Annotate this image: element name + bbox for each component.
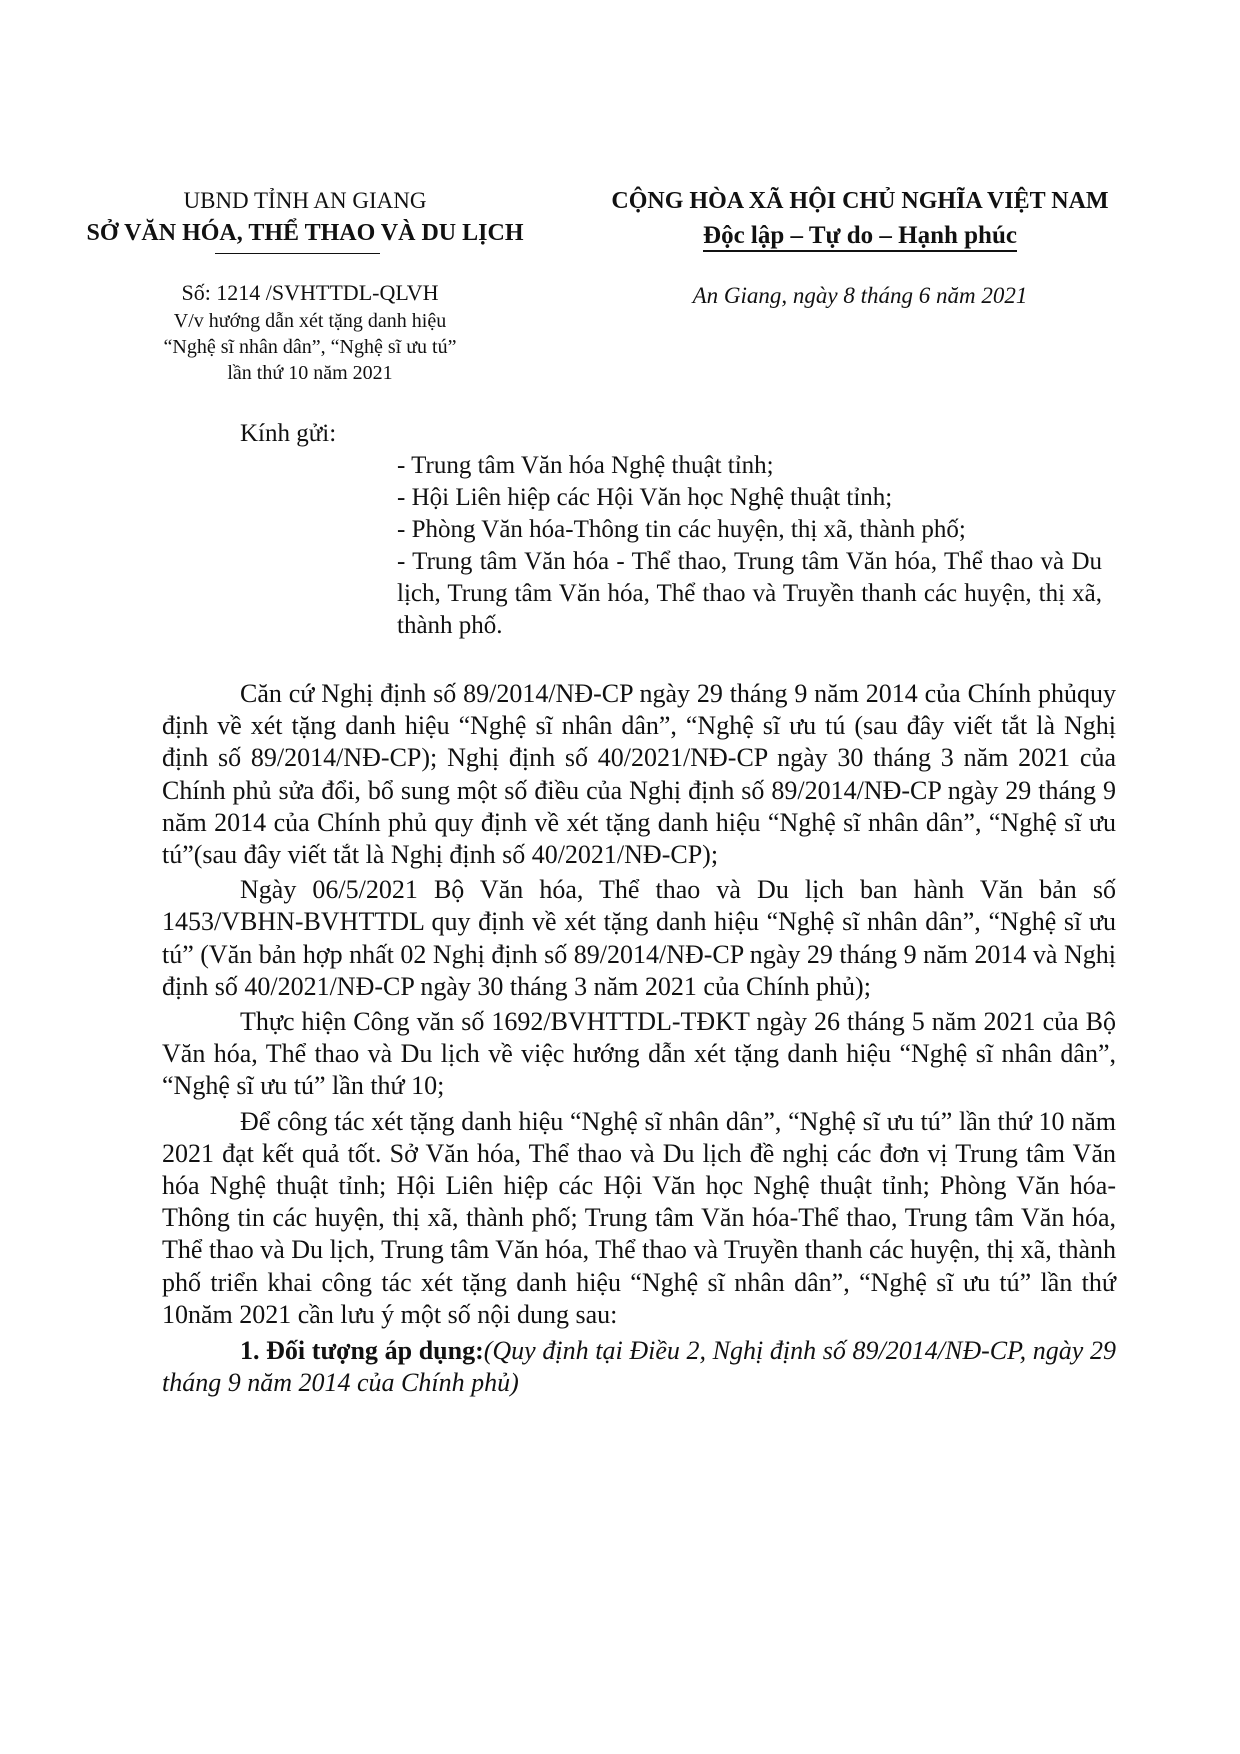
recipient-item: - Trung tâm Văn hóa - Thể thao, Trung tâm Văn hóa, Thể thao và Du lịch, Trung tâm Văn hóa, Thể thao và Truyền thanh các huyện, thị xã, thành phố.	[397, 548, 1102, 639]
body-paragraph-legal-basis: Căn cứ Nghị định số 89/2014/NĐ-CP ngày 29 tháng 9 năm 2014 của Chính phủquy định về xét tặng danh hiệu “Nghệ sĩ nhân dân”, “Nghệ sĩ ưu tú (sau đây viết tắt là Nghị định số 89/2014/NĐ-CP); Nghị định số 40/2021/NĐ-CP ngày 30 tháng 3 năm 2021 của Chính phủ sửa đổi, bổ sung một số điều của Nghị định số 89/2014/NĐ-CP ngày 29 tháng 9 năm 2014 của Chính phủ quy định về xét tặng danh hiệu “Nghệ sĩ nhân dân”, “Nghệ sĩ ưu tú”(sau đây viết tắt là Nghị định số 40/2021/NĐ-CP);	[162, 679, 1116, 870]
document-body	[162, 678, 1116, 1402]
body-paragraph-request: Để công tác xét tặng danh hiệu “Nghệ sĩ nhân dân”, “Nghệ sĩ ưu tú” lần thứ 10 năm 2021 đạt kết quả tốt. Sở Văn hóa, Thể thao và Du lịch đề nghị các đơn vị Trung tâm Văn hóa Nghệ thuật tỉnh; Hội Liên hiệp các Hội Văn học Nghệ thuật tỉnh; Phòng Văn hóa-Thông tin các huyện, thị xã, thành phố; Trung tâm Văn hóa-Thể thao, Trung tâm Văn hóa, Thể thao và Du lịch, Trung tâm Văn hóa, Thể thao và Truyền thanh các huyện, thị xã, thành phố triển khai công tác xét tặng danh hiệu “Nghệ sĩ nhân dân”, “Nghệ sĩ ưu tú” lần thứ 10năm 2021 cần lưu ý một số nội dung sau:	[162, 1106, 1116, 1329]
recipient-item: - Trung tâm Văn hóa Nghệ thuật tỉnh;	[397, 452, 774, 479]
issuing-authority: UBND TỈNH AN GIANG	[183, 188, 427, 213]
national-title: CỘNG HÒA XÃ HỘI CHỦ NGHĨA VIỆT NAM	[611, 188, 1109, 214]
section-1-title: 1. Đối tượng áp dụng:	[240, 1336, 484, 1366]
document-number: Số: 1214 /SVHTTDL-QLVH	[181, 280, 439, 305]
recipient-item: - Hội Liên hiệp các Hội Văn học Nghệ thuật tỉnh;	[397, 484, 893, 511]
subject-line: “Nghệ sĩ nhân dân”, “Nghệ sĩ ưu tú”	[163, 336, 457, 358]
issuing-department: SỞ VĂN HÓA, THỂ THAO VÀ DU LỊCH	[86, 220, 524, 246]
subject-line: V/v hướng dẫn xét tặng danh hiệu	[173, 310, 447, 332]
header-divider	[215, 253, 380, 254]
body-paragraph-consolidated-text: Ngày 06/5/2021 Bộ Văn hóa, Thể thao và Du lịch ban hành Văn bản số 1453/VBHN-BVHTTDL quy định về xét tặng danh hiệu “Nghệ sĩ nhân dân”, “Nghệ sĩ ưu tú” (Văn bản hợp nhất 02 Nghị định số 89/2014/NĐ-CP ngày 29 tháng 9 năm 2014 và Nghị định số 40/2021/NĐ-CP ngày 30 tháng 3 năm 2021 của Chính phủ);	[162, 875, 1116, 1001]
subject-line: lần thứ 10 năm 2021	[227, 362, 393, 384]
recipients-label: Kính gửi:	[240, 420, 337, 447]
recipient-item: - Phòng Văn hóa-Thông tin các huyện, thị xã, thành phố;	[397, 516, 966, 543]
section-1-heading	[162, 1335, 1116, 1399]
national-motto	[600, 222, 1120, 250]
national-motto-text: Độc lập – Tự do – Hạnh phúc	[703, 222, 1017, 252]
document-subject	[120, 308, 500, 386]
recipients-list	[397, 450, 1102, 642]
document-date: An Giang, ngày 8 tháng 6 năm 2021	[692, 283, 1028, 308]
body-paragraph-implementation: Thực hiện Công văn số 1692/BVHTTDL-TĐKT ngày 26 tháng 5 năm 2021 của Bộ Văn hóa, Thể thao và Du lịch về việc hướng dẫn xét tặng danh hiệu “Nghệ sĩ nhân dân”, “Nghệ sĩ ưu tú” lần thứ 10;	[162, 1007, 1116, 1101]
section-1-note: (Quy định tại Điều 2, Nghị định số 89/2014/NĐ-CP, ngày 29 tháng 9 năm 2014 của Chính phủ)	[162, 1336, 1116, 1398]
